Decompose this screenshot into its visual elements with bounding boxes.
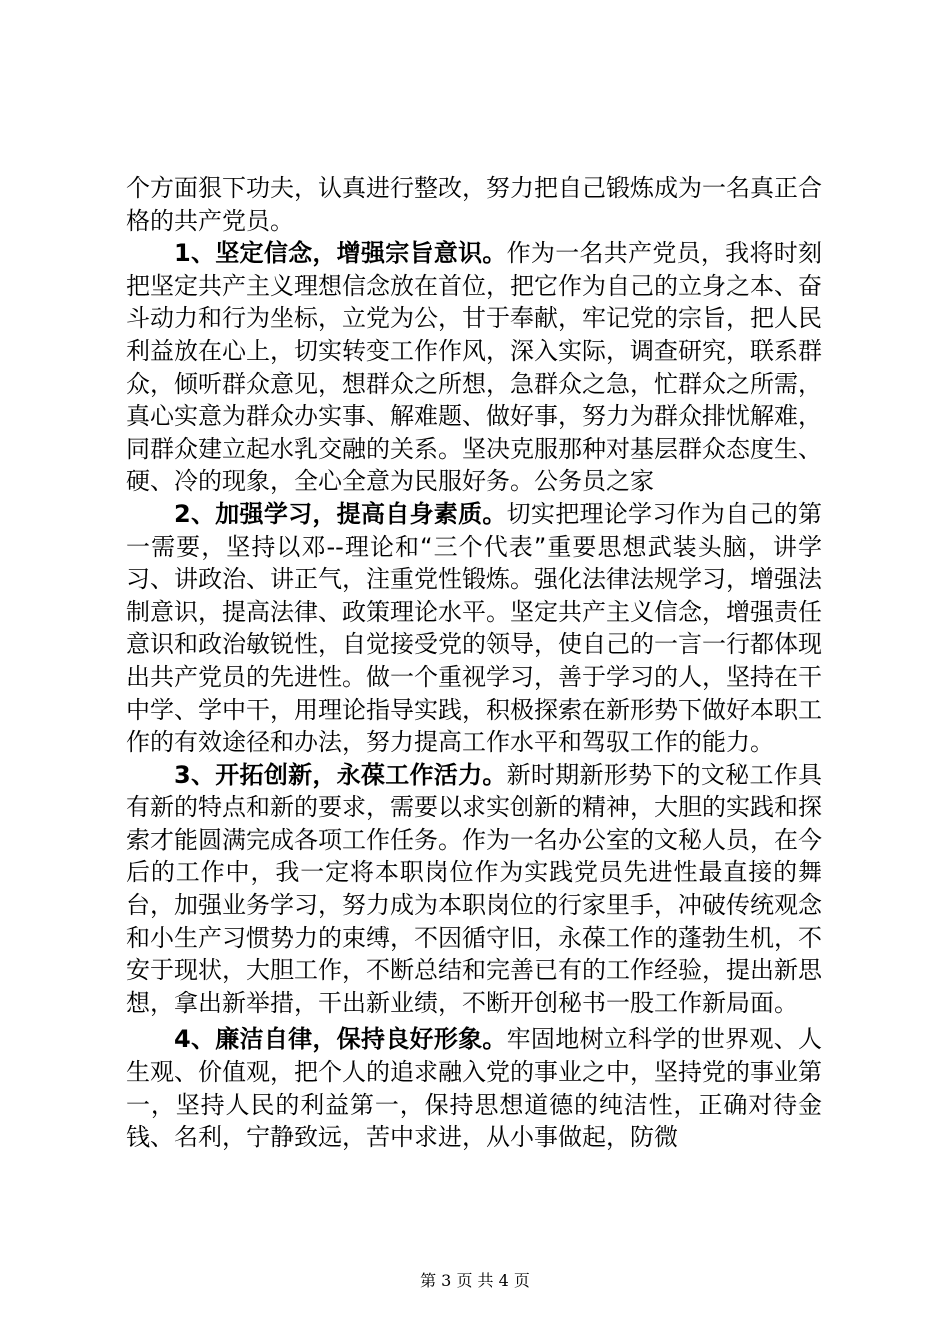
- document-body: [126, 172, 822, 1154]
- section-3-body: 新时期新形势下的文秘工作具有新的特点和新的要求，需要以求实创新的精神，大胆的实践和探索才能圆满完成各项工作任务。作为一名办公室的文秘人员，在今后的工作中，我一定将本职岗位作为实践党员先进性最直接的舞台，加强业务学习，努力成为本职岗位的行家里手，冲破传统观念和小生产习惯势力的束缚，不因循守旧，永葆工作的蓬勃生机，不安于现状，大胆工作，不断总结和完善已有的工作经验，提出新思想，拿出新举措，干出新业绩，不断开创秘书一股工作新局面。: [126, 760, 823, 1017]
- intro-paragraph: 个方面狠下功夫，认真进行整改，努力把自己锻炼成为一名真正合格的共产党员。: [126, 174, 822, 235]
- section-1-heading: 1、坚定信念，增强宗旨意识。: [174, 239, 507, 268]
- section-3-paragraph: [126, 759, 822, 1020]
- section-3-heading: 3、开拓创新，永葆工作活力。: [174, 760, 507, 789]
- section-2-paragraph: [126, 498, 822, 759]
- section-4-body: 牢固地树立科学的世界观、人生观、价值观，把个人的追求融入党的事业之中，坚持党的事业第一，坚持人民的利益第一，保持思想道德的纯洁性，正确对待金钱、名利，宁静致远，苦中求进，从小事做起，防微: [126, 1025, 823, 1152]
- section-2-heading: 2、加强学习，提高自身素质。: [174, 499, 507, 528]
- section-2-body: 切实把理论学习作为自己的第一需要，坚持以邓--理论和“三个代表”重要思想武装头脑，讲学习、讲政治、讲正气，注重党性锻炼。强化法律法规学习，增强法制意识，提高法律、政策理论水平。坚定共产主义信念，增强责任意识和政治敏锐性，自觉接受党的领导，使自己的一言一行都体现出共产党员的先进性。做一个重视学习，善于学习的人，坚持在干中学、学中干，用理论指导实践，积极探索在新形势下做好本职工作的有效途径和办法，努力提高工作水平和驾驭工作的能力。: [126, 499, 823, 757]
- section-4-paragraph: [126, 1023, 822, 1153]
- section-4-heading: 4、廉洁自律，保持良好形象。: [174, 1025, 507, 1054]
- page-number-footer: 第 3 页 共 4 页: [420, 1271, 530, 1290]
- section-1-paragraph: [126, 237, 822, 498]
- section-1-body: 作为一名共产党员，我将时刻把坚定共产主义理想信念放在首位，把它作为自己的立身之本、奋斗动力和行为坐标，立党为公，甘于奉献，牢记党的宗旨，把人民利益放在心上，切实转变工作作风，深入实际，调查研究，联系群众，倾听群众意见，想群众之所想，急群众之急，忙群众之所需，真心实意为群众办实事、解难题、做好事，努力为群众排忧解难，同群众建立起水乳交融的关系。坚决克服那种对基层群众态度生、硬、冷的现象，全心全意为民服好务。公务员之家: [126, 239, 823, 496]
